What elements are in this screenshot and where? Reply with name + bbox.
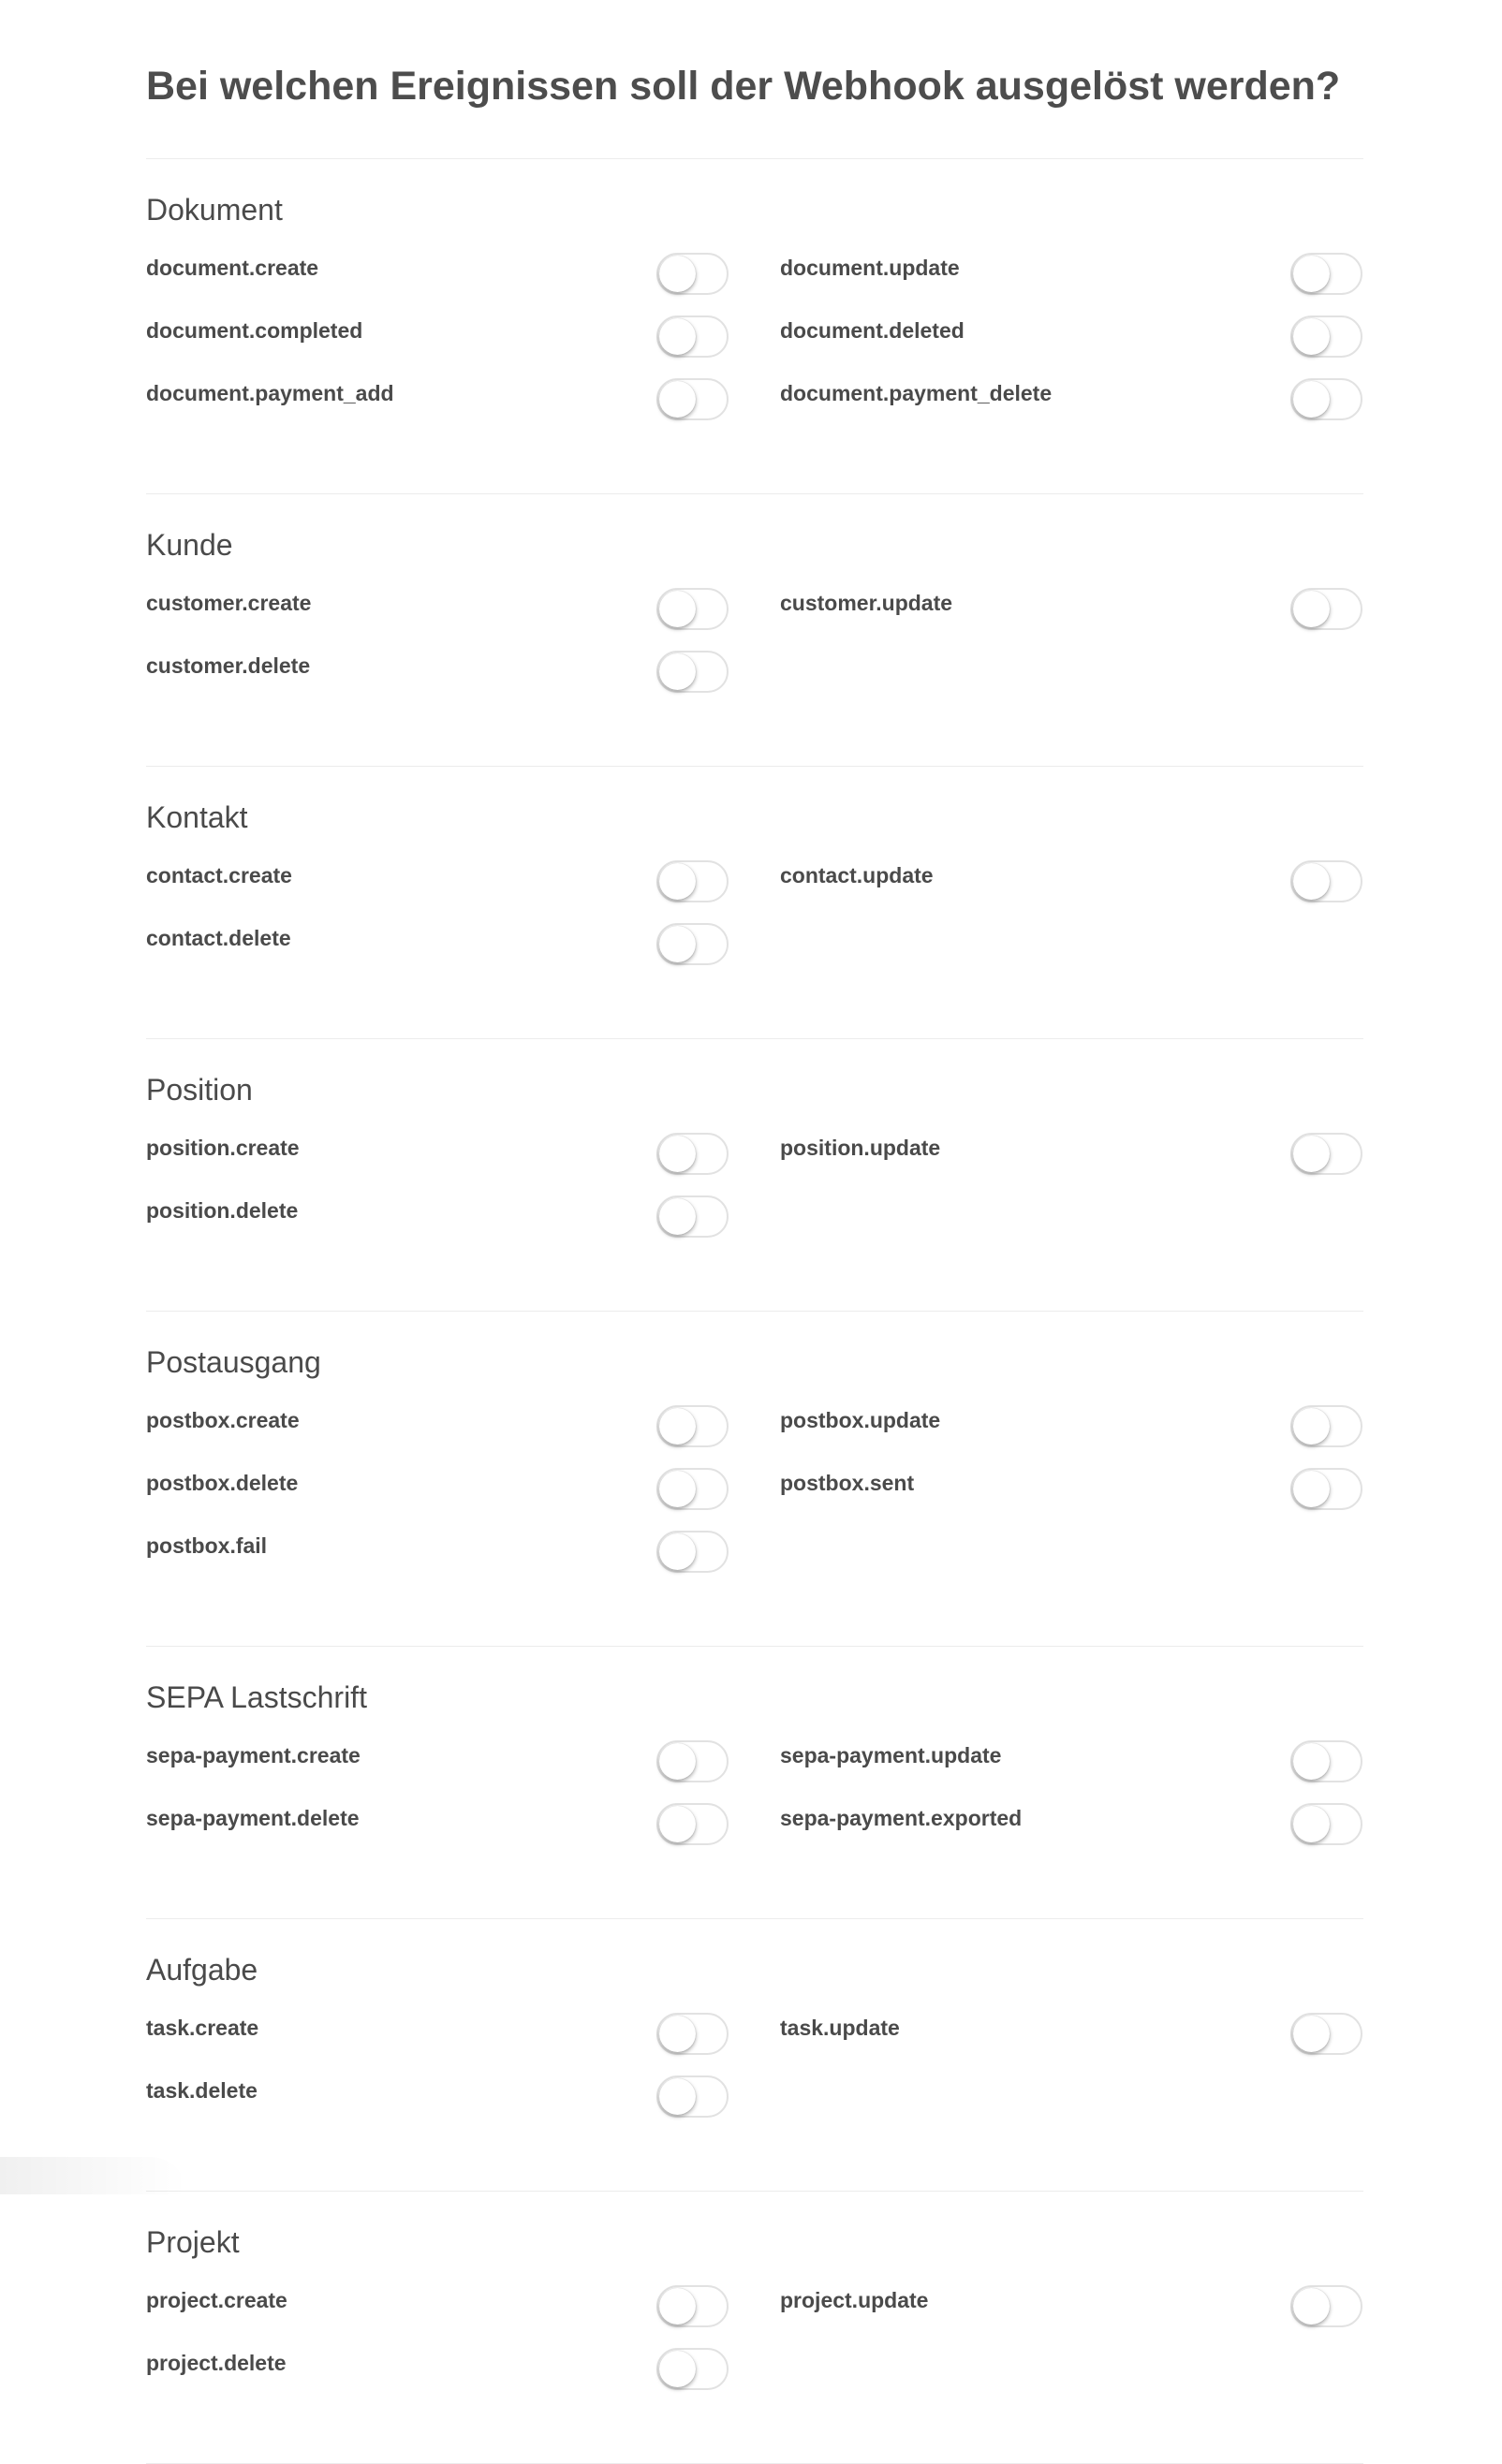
event-toggle[interactable] — [656, 923, 729, 965]
event-row — [146, 651, 729, 696]
event-label: customer.create — [146, 591, 312, 615]
event-toggle[interactable] — [656, 315, 729, 358]
event-row — [780, 315, 1362, 360]
event-row — [146, 1468, 729, 1513]
toggle-knob — [659, 1408, 696, 1445]
event-row — [146, 2013, 729, 2058]
event-label: document.payment_delete — [780, 381, 1053, 405]
event-toggle[interactable] — [1290, 2013, 1362, 2055]
scroll-shadow — [0, 2157, 187, 2194]
toggle-knob — [659, 1136, 696, 1172]
event-section — [146, 2192, 1363, 2464]
toggle-knob — [1293, 1806, 1330, 1842]
event-label: sepa-payment.delete — [146, 1806, 360, 1830]
event-row — [146, 1740, 729, 1785]
toggle-knob — [1293, 2288, 1330, 2325]
section-title: SEPA Lastschrift — [146, 1680, 367, 1714]
event-row — [780, 1405, 1362, 1450]
event-label: project.create — [146, 2288, 287, 2312]
event-toggle[interactable] — [1290, 1740, 1362, 1782]
toggle-knob — [1293, 1408, 1330, 1445]
toggle-knob — [659, 926, 696, 962]
event-toggle[interactable] — [656, 2075, 729, 2118]
event-row — [146, 253, 729, 298]
toggle-knob — [659, 1806, 696, 1842]
section-title: Kunde — [146, 528, 233, 562]
event-label: postbox.create — [146, 1408, 300, 1432]
event-row — [780, 378, 1362, 423]
event-row — [780, 1133, 1362, 1178]
event-section — [146, 1039, 1363, 1312]
event-label: sepa-payment.create — [146, 1743, 361, 1767]
event-label: postbox.delete — [146, 1471, 299, 1495]
event-row — [146, 2348, 729, 2393]
toggle-knob — [659, 863, 696, 900]
toggle-knob — [1293, 591, 1330, 627]
section-title: Aufgabe — [146, 1953, 258, 1987]
section-title: Dokument — [146, 193, 283, 227]
toggle-knob — [659, 381, 696, 418]
event-toggle[interactable] — [656, 860, 729, 902]
event-section — [146, 767, 1363, 1039]
event-row — [146, 2285, 729, 2330]
event-toggle[interactable] — [1290, 1405, 1362, 1447]
event-row — [146, 1531, 729, 1576]
event-toggle[interactable] — [1290, 2285, 1362, 2327]
event-label: document.payment_add — [146, 381, 394, 405]
event-label: sepa-payment.update — [780, 1743, 1002, 1767]
event-section — [146, 1647, 1363, 1919]
event-toggle[interactable] — [1290, 860, 1362, 902]
event-label: document.deleted — [780, 318, 965, 343]
event-label: customer.update — [780, 591, 953, 615]
event-toggle[interactable] — [1290, 315, 1362, 358]
toggle-knob — [659, 318, 696, 355]
event-label: contact.update — [780, 863, 934, 887]
event-row — [146, 1133, 729, 1178]
event-toggle[interactable] — [656, 253, 729, 295]
event-row — [146, 1803, 729, 1848]
section-title: Postausgang — [146, 1345, 321, 1379]
event-row — [146, 378, 729, 423]
event-row — [146, 860, 729, 905]
event-label: position.update — [780, 1136, 941, 1160]
toggle-knob — [1293, 318, 1330, 355]
event-row — [780, 2013, 1362, 2058]
event-label: task.delete — [146, 2078, 258, 2103]
event-label: position.delete — [146, 1198, 299, 1223]
event-label: customer.delete — [146, 653, 311, 678]
toggle-knob — [659, 591, 696, 627]
event-label: position.create — [146, 1136, 300, 1160]
event-toggle[interactable] — [656, 1531, 729, 1573]
event-section — [146, 159, 1363, 494]
event-section — [146, 494, 1363, 767]
event-label: task.create — [146, 2016, 259, 2040]
event-toggle[interactable] — [1290, 1468, 1362, 1510]
event-toggle[interactable] — [1290, 253, 1362, 295]
toggle-knob — [1293, 1136, 1330, 1172]
event-sections — [146, 159, 1363, 2464]
event-section — [146, 1919, 1363, 2192]
toggle-knob — [659, 653, 696, 690]
event-section — [146, 1312, 1363, 1647]
event-label: project.delete — [146, 2351, 287, 2375]
event-row — [146, 2075, 729, 2120]
event-row — [146, 923, 729, 968]
event-toggle[interactable] — [1290, 1803, 1362, 1845]
event-row — [780, 1468, 1362, 1513]
toggle-knob — [659, 1198, 696, 1235]
event-row — [146, 1195, 729, 1240]
event-toggle[interactable] — [656, 1133, 729, 1175]
event-label: postbox.update — [780, 1408, 941, 1432]
webhook-events-form — [146, 0, 1363, 2464]
event-toggle[interactable] — [1290, 588, 1362, 630]
event-row — [780, 860, 1362, 905]
event-row — [146, 1405, 729, 1450]
section-title: Kontakt — [146, 800, 248, 834]
toggle-knob — [659, 1533, 696, 1570]
event-toggle[interactable] — [656, 1740, 729, 1782]
toggle-knob — [1293, 2016, 1330, 2052]
event-label: postbox.sent — [780, 1471, 915, 1495]
event-label: document.update — [780, 256, 960, 280]
event-label: task.update — [780, 2016, 900, 2040]
event-toggle[interactable] — [656, 2348, 729, 2390]
event-toggle[interactable] — [1290, 1133, 1362, 1175]
event-label: document.create — [146, 256, 319, 280]
event-toggle[interactable] — [656, 378, 729, 420]
event-row — [780, 588, 1362, 633]
toggle-knob — [659, 2288, 696, 2325]
event-row — [780, 1740, 1362, 1785]
event-row — [780, 1803, 1362, 1848]
event-label: postbox.fail — [146, 1533, 268, 1558]
event-row — [146, 588, 729, 633]
toggle-knob — [659, 1471, 696, 1507]
event-toggle[interactable] — [656, 2013, 729, 2055]
event-toggle[interactable] — [1290, 378, 1362, 420]
toggle-knob — [659, 2078, 696, 2115]
section-title: Projekt — [146, 2225, 240, 2259]
section-title: Position — [146, 1073, 253, 1107]
event-label: contact.delete — [146, 926, 291, 950]
event-label: document.completed — [146, 318, 363, 343]
event-toggle[interactable] — [656, 588, 729, 630]
event-label: project.update — [780, 2288, 929, 2312]
toggle-knob — [659, 2351, 696, 2387]
event-toggle[interactable] — [656, 1405, 729, 1447]
toggle-knob — [1293, 1743, 1330, 1780]
event-row — [146, 315, 729, 360]
toggle-knob — [659, 2016, 696, 2052]
toggle-knob — [1293, 863, 1330, 900]
event-toggle[interactable] — [656, 1468, 729, 1510]
event-toggle[interactable] — [656, 1803, 729, 1845]
toggle-knob — [659, 256, 696, 292]
event-toggle[interactable] — [656, 1195, 729, 1238]
event-row — [780, 2285, 1362, 2330]
toggle-knob — [1293, 1471, 1330, 1507]
toggle-knob — [1293, 256, 1330, 292]
page-title: Bei welchen Ereignissen soll der Webhook ausgelöst werden? — [146, 64, 1341, 109]
event-toggle[interactable] — [656, 651, 729, 693]
toggle-knob — [659, 1743, 696, 1780]
event-toggle[interactable] — [656, 2285, 729, 2327]
toggle-knob — [1293, 381, 1330, 418]
event-label: sepa-payment.exported — [780, 1806, 1023, 1830]
event-row — [780, 253, 1362, 298]
event-label: contact.create — [146, 863, 292, 887]
